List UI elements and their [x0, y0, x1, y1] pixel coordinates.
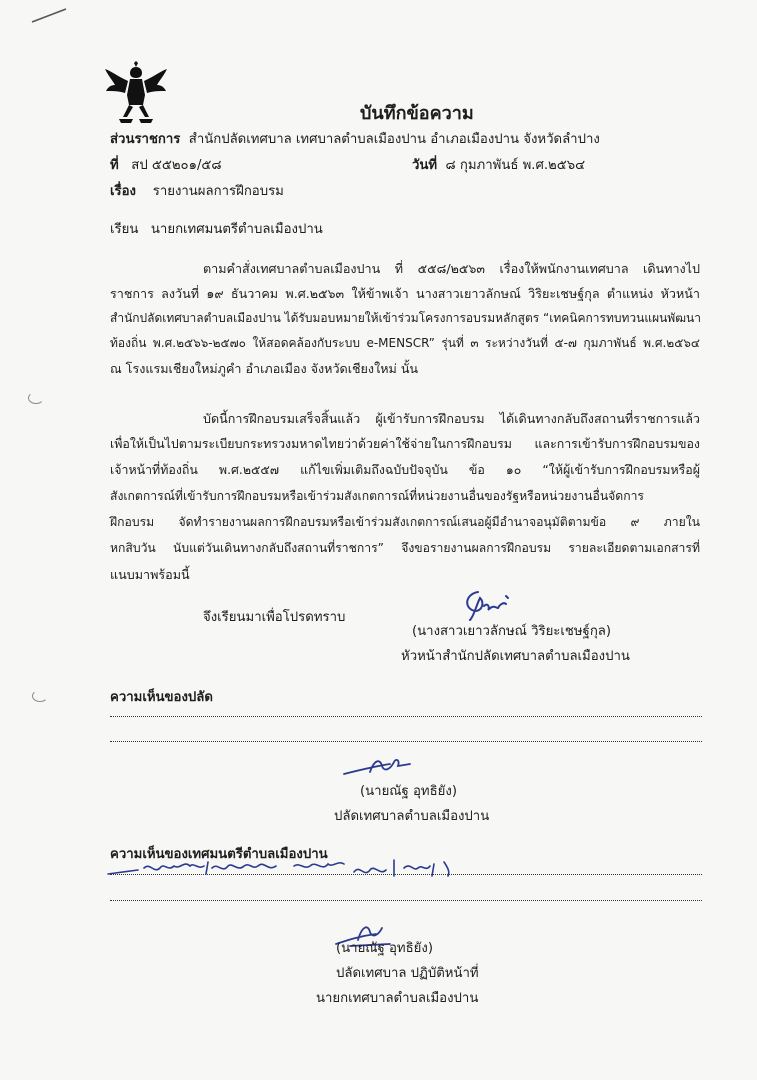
para2-line-4: สังเกตการณ์ที่เข้ารับการฝึกอบรมหรือเข้าร่วมสังเกตการณ์ที่หน่วยงานอื่นของรัฐหรือหน่วยงานอื่นจัดการ	[110, 489, 644, 503]
handwritten-signature-1	[458, 584, 518, 624]
mayor-opinion-dotted-line-2	[110, 900, 702, 901]
handwritten-comment	[104, 854, 484, 884]
to-value: นายกเทศมนตรีตำบลเมืองปาน	[150, 222, 323, 237]
para1-line-4: ท้องถิ่น พ.ศ.๒๕๖๖-๒๕๗๐ ให้สอดคล้องกับระบบ e-MENSCR” รุ่นที่ ๓ ระหว่างวันที่ ๕-๗ กุมภาพันธ์ พ.ศ.๒๕๖๔	[110, 336, 700, 350]
mayor-signer-position-1: ปลัดเทศบาล ปฏิบัติหน้าที่	[336, 966, 479, 981]
para2-line-3: เจ้าหน้าที่ท้องถิ่น พ.ศ.๒๕๕๗ แก้ไขเพิ่มเติมถึงฉบับปัจจุบัน ข้อ ๑๐ “ให้ผู้เข้ารับการฝึกอบรมหรือผู้	[110, 462, 700, 477]
date-label: วันที่	[412, 158, 438, 173]
subject-label: เรื่อง	[110, 184, 136, 199]
agency-label: ส่วนราชการ	[110, 132, 181, 147]
handwritten-signature-2	[340, 754, 420, 780]
para2-line-2: เพื่อให้เป็นไปตามระเบียบกระทรวงมหาดไทยว่าด้วยค่าใช้จ่ายในการฝึกอบรม และการเข้ารับการฝึกอบรมของ	[110, 436, 700, 451]
signer1-position: หัวหน้าสำนักปลัดเทศบาลตำบลเมืองปาน	[401, 649, 630, 664]
date-value: ๘ กุมภาพันธ์ พ.ศ.๒๕๖๔	[445, 158, 586, 173]
para2-line-7: แนบมาพร้อมนี้	[110, 567, 190, 582]
subject-value: รายงานผลการฝึกอบรม	[152, 184, 284, 199]
clerk-name: (นายณัฐ อุทธิยัง)	[360, 784, 457, 799]
memo-title: บันทึกข้อความ	[360, 103, 474, 124]
agency-line	[110, 128, 600, 149]
clerk-position: ปลัดเทศบาลตำบลเมืองปาน	[334, 809, 490, 824]
para1-line-5: ณ โรงแรมเชียงใหม่ภูคำ อำเภอเมือง จังหวัดเชียงใหม่ นั้น	[110, 361, 419, 376]
agency-value: สำนักปลัดเทศบาล เทศบาลตำบลเมืองปาน อำเภอเมืองปาน จังหวัดลำปาง	[188, 132, 600, 147]
para2-line-1: บัดนี้การฝึกอบรมเสร็จสิ้นแล้ว ผู้เข้ารับการฝึกอบรม ได้เดินทางกลับถึงสถานที่ราชการแล้ว	[203, 411, 700, 426]
date-line	[412, 154, 585, 175]
clerk-opinion-dotted-line-1	[110, 716, 702, 717]
ref-value: สป ๕๕๒๐๑/๕๘	[131, 158, 222, 173]
clerk-opinion-heading: ความเห็นของปลัด	[110, 690, 213, 705]
mayor-opinion-heading: ความเห็นของเทศมนตรีตำบลเมืองปาน	[110, 847, 328, 862]
punch-hole-1	[28, 392, 44, 404]
clerk-opinion-dotted-line-2	[110, 741, 702, 742]
to-label: เรียน	[110, 222, 139, 237]
subject-line	[110, 180, 284, 201]
ref-label: ที่	[110, 158, 119, 173]
salutation-line	[110, 218, 323, 239]
mayor-signer-name: (นายณัฐ อุทธิยัง)	[336, 941, 433, 956]
closing-line: จึงเรียนมาเพื่อโปรดทราบ	[203, 610, 346, 625]
garuda-emblem-icon	[103, 61, 169, 127]
pen-mark	[30, 6, 70, 24]
ref-line	[110, 154, 222, 175]
para1-line-2: ราชการ ลงวันที่ ๑๙ ธันวาคม พ.ศ.๒๕๖๓ ให้ข้าพเจ้า นางสาวเยาวลักษณ์ วิริยะเชษฐ์กุล ตำแหน่ง หัวหน้า	[110, 286, 700, 301]
para1-line-3: สำนักปลัดเทศบาลตำบลเมืองปาน ได้รับมอบหมายให้เข้าร่วมโครงการอบรมหลักสูตร “เทคนิคการทบทวนแผนพัฒนา	[110, 311, 701, 325]
mayor-signer-position-2: นายกเทศบาลตำบลเมืองปาน	[316, 991, 479, 1006]
signer1-name: (นางสาวเยาวลักษณ์ วิริยะเชษฐ์กุล)	[412, 624, 612, 639]
punch-hole-2	[32, 690, 48, 702]
para1-line-1: ตามคำสั่งเทศบาลตำบลเมืองปาน ที่ ๕๕๘/๒๕๖๓ เรื่องให้พนักงานเทศบาล เดินทางไป	[203, 261, 700, 276]
para2-line-5: ฝึกอบรม จัดทำรายงานผลการฝึกอบรมหรือเข้าร่วมสังเกตการณ์เสนอผู้มีอำนาจอนุมัติตามข้อ ๙ ภายใน	[110, 515, 700, 529]
para2-line-6: หกสิบวัน นับแต่วันเดินทางกลับถึงสถานที่ราชการ” จึงขอรายงานผลการฝึกอบรม รายละเอียดตามเอกสารที่	[110, 541, 700, 555]
